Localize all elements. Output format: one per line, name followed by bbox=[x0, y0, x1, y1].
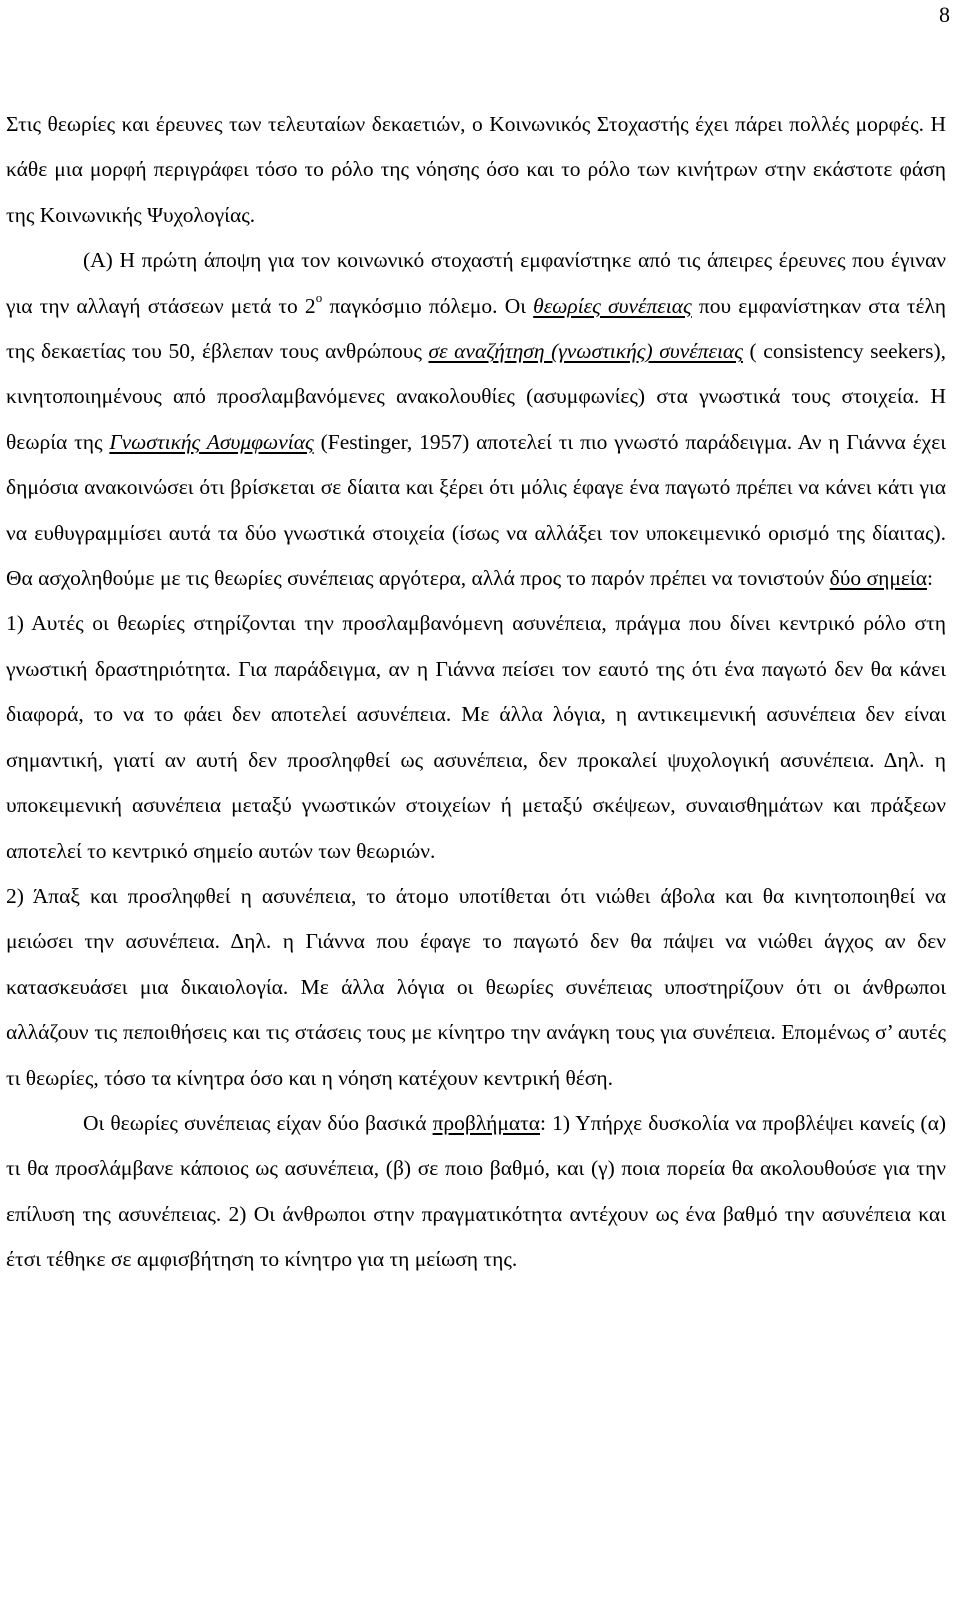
text-run: : bbox=[926, 566, 933, 591]
text-run: ( consistency seekers), κινητοποιημένους από προσλαμβανόμενες ανακολουθίες (ασυμφωνίες) στα γνωστικά τους στοιχεία. Η θεωρία της bbox=[6, 339, 946, 454]
text-run: (Α) Η πρώτη άποψη για τον κοινωνικό στοχαστή εμφανίστηκε από τις άπειρες έρευνες που έγιναν για την αλλαγή στάσεων μετά το 2 bbox=[6, 248, 946, 318]
page-number: 8 bbox=[939, 2, 950, 27]
paragraph-problems bbox=[6, 1101, 946, 1283]
paragraph-point-1: 1) Αυτές οι θεωρίες στηρίζονται την προσλαμβανόμενη ασυνέπεια, πράγμα που δίνει κεντρικό ρόλο στη γνωστική δραστηριότητα. Για παράδειγμα, αν η Γιάννα πείσει τον εαυτό της ότι ένα παγωτό δεν θα κάνει διαφορά, το να το φάει δεν αποτελεί ασυνέπεια. Με άλλα λόγια, η αντικειμενική ασυνέπεια δεν είναι σημαντική, γιατί αν αυτή δεν προσληφθεί ως ασυνέπεια, δεν προκαλεί ψυχολογική ασυνέπεια. Δηλ. η υποκειμενική ασυνέπεια μεταξύ γνωστικών στοιχείων ή μεταξύ σκέψεων, συναισθημάτων και πράξεων αποτελεί το κεντρικό σημείο αυτών των θεωριών. bbox=[6, 611, 946, 863]
text-run: : 1) Υπήρχε δυσκολία να προβλέψει κανείς (α) τι θα προσλάμβανε κάποιος ως ασυνέπεια, (β) σε ποιο βαθμό, και (γ) ποια πορεία θα ακολουθούσε για την επίλυση της ασυνέπειας. 2) Οι άνθρωποι στην πραγματικότητα αντέχουν ως ένα βαθμό την ασυνέπεια και έτσι τέθηκε σε αμφισβήτηση το κίνητρο για τη μείωση της. bbox=[6, 1110, 946, 1272]
term-consistency-seekers: σε αναζήτηση (γνωστικής) συνέπειας bbox=[428, 339, 743, 364]
term-two-points: δύο σημεία bbox=[829, 566, 927, 591]
text-run: (Festinger, 1957) αποτελεί τι πιο γνωστό παράδειγμα. Αν η Γιάννα έχει δημόσια ανακοινώσει ότι βρίσκεται σε δίαιτα και ξέρει ότι μόλις έφαγε ένα παγωτό πρέπει να κάνει κάτι για να ευθυγραμμίσει αυτά τα δύο γνωστικά στοιχεία (ίσως να αλλάξει τον υποκειμενικό ορισμό της δίαιτας). Θα ασχοληθούμε με τις θεωρίες συνέπειας αργότερα, αλλά προς το παρόν πρέπει να τονιστούν bbox=[6, 429, 947, 591]
text-run: που εμφανίστηκαν στα τέλη της δεκαετίας του 50, έβλεπαν τους ανθρώπους bbox=[6, 293, 946, 364]
term-cognitive-dissonance: Γνωστικής Ασυμφωνίας bbox=[109, 429, 314, 454]
paragraph-intro: Στις θεωρίες και έρευνες των τελευταίων δεκαετιών, ο Κοινωνικός Στοχαστής έχει πάρει πολλές μορφές. Η κάθε μια μορφή περιγράφει τόσο το ρόλο της νόησης όσο και το ρόλο των κινήτρων στην εκάστοτε φάση της Κοινωνικής Ψυχολογίας. bbox=[6, 112, 946, 227]
paragraph-point-2: 2) Άπαξ και προσληφθεί η ασυνέπεια, το άτομο υποτίθεται ότι νιώθει άβολα και θα κινητοποιηθεί να μειώσει την ασυνέπεια. Δηλ. η Γιάννα που έφαγε το παγωτό δεν θα πάψει να νιώθει άγχος αν δεν κατασκευάσει μια δικαιολογία. Με άλλα λόγια οι θεωρίες συνέπειας υποστηρίζουν ότι οι άνθρωποι αλλάζουν τις πεποιθήσεις και τις στάσεις τους με κίνητρο την ανάγκη τους για συνέπεια. Επομένως σ’ αυτές τι θεωρίες, τόσο τα κίνητρα όσο και η νόηση κατέχουν κεντρική θέση. bbox=[6, 883, 946, 1090]
term-consistency-theories: θεωρίες συνέπειας bbox=[533, 293, 692, 318]
paragraph-view-a bbox=[6, 238, 946, 601]
ordinal-superscript: ο bbox=[315, 289, 323, 305]
term-problems: προβλήματα bbox=[432, 1110, 541, 1135]
body-text bbox=[6, 102, 946, 1283]
text-run: Οι θεωρίες συνέπειας είχαν δύο βασικά bbox=[83, 1110, 433, 1135]
text-run: παγκόσμιο πόλεμο. Οι bbox=[322, 293, 534, 318]
